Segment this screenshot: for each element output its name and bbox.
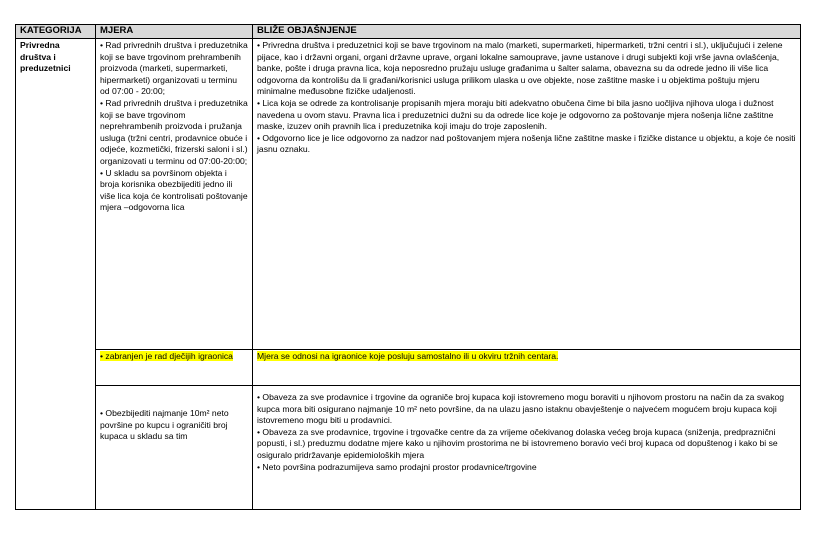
measure-item: • Rad privrednih društva i preduzetnika koji se bave trgovinom prehrambenih proizvoda (marketi, supermarketi, hipermarketi) organizovati u terminu od 07:00 - 20:00; xyxy=(100,40,248,98)
header-category: KATEGORIJA xyxy=(16,25,96,39)
measure-item: • Obezbijediti najmanje 10m² neto površine po kupcu i ograničiti broj kupaca u skladu sa tim xyxy=(100,408,248,443)
measure-cell xyxy=(96,350,253,386)
table-row xyxy=(16,39,801,350)
header-explanation: BLIŽE OBJAŠNJENJE xyxy=(253,25,801,39)
header-measure: MJERA xyxy=(96,25,253,39)
explanation-cell xyxy=(253,386,801,510)
explanation-item: • Odgovorno lice je lice odgovorno za nadzor nad poštovanjem mjera nošenja lične zaštitne maske i fizičke distance u objektu, a koje će nositi jasnu oznaku. xyxy=(257,133,796,156)
category-cell xyxy=(16,39,96,510)
explanation-item: • Privredna društva i preduzetnici koji se bave trgovinom na malo (marketi, supermarketi, hipermarketi, tržni centri i sl.), uključujući i zelene pijace, kao i državni organi, organi državne uprave, organi lokalne samouprave, javne ustanove i drugi subjekti koji vrše javna ovlašćenja, banke, pošte i druga pravna lica, koja neposredno pružaju usluge građanima u šalter salama, obavezna su da odrede jedno ili više lica odgovorna da kontrolišu da li građani/korisnici usluga prilikom ulaska u ove objekte, nose zaštitne maske i u objektima poštuju mjeru minimalne međusobne fizičke udaljenosti. xyxy=(257,40,796,98)
explanation-cell xyxy=(253,39,801,350)
explanation-item: • Lica koja se odrede za kontrolisanje propisanih mjera moraju biti adekvatno obučena čime bi bila jasno uočljiva njihova uloga i dužnost navedena u ovom stavu. Pravna lica i preduzetnici dužni su da odrede lice koje je odgovorno za poštovanje mjera nošenja lične zaštitne maske, izuzev onih pravnih lica i preduzetnika koji imaju do troje zaposlenih. xyxy=(257,98,796,133)
table-row xyxy=(16,350,801,386)
highlighted-measure: • zabranjen je rad dječijih igraonica xyxy=(100,351,233,361)
category-label: Privredna društva i preduzetnici xyxy=(20,40,71,74)
measure-cell xyxy=(96,386,253,510)
explanation-item: • Obaveza za sve prodavnice i trgovine da ograniče broj kupaca koji istovremeno mogu boraviti u njihovom prostoru na način da za svakog kupca mora biti osigurano najmanje 10 m² neto površine, da na ulazu jasno istaknu obavještenje o najvećem mogućem broju kupaca koji istovremeno mogu biti u prodavnici. xyxy=(257,392,796,427)
measure-cell xyxy=(96,39,253,350)
measure-item: • Rad privrednih društva i preduzetnika koji se bave trgovinom neprehrambenih proizvoda i pružanja usluga (tržni centri, prodavnice obuće i odjeće, kozmetički, frizerski saloni i sl.) organizovati u terminu od 07:00-20:00; xyxy=(100,98,248,168)
measures-table xyxy=(15,24,801,510)
measure-item: • U skladu sa površinom objekta i broja korisnika obezbijediti jedno ili više lica koja će kontrolisati poštovanje mjera –odgovorna lica xyxy=(100,168,248,214)
explanation-item: • Neto površina podrazumijeva samo prodajni prostor prodavnice/trgovine xyxy=(257,462,796,474)
header-row xyxy=(16,25,801,39)
table-row xyxy=(16,386,801,510)
highlighted-explanation: Mjera se odnosi na igraonice koje posluju samostalno ili u okviru tržnih centara. xyxy=(257,351,559,361)
explanation-cell xyxy=(253,350,801,386)
explanation-item: • Obaveza za sve prodavnice, trgovine i trgovačke centre da za vrijeme očekivanog dolaska većeg broja kupaca (sniženja, predpraznični popusti, i sl.) preduzmu dodatne mjere kako u njihovim prostorima ne bi istovremeno boravio veći broj kupaca od dopuštenog i kako bi se osiguralo pridržavanje epidemioloških mjera xyxy=(257,427,796,462)
